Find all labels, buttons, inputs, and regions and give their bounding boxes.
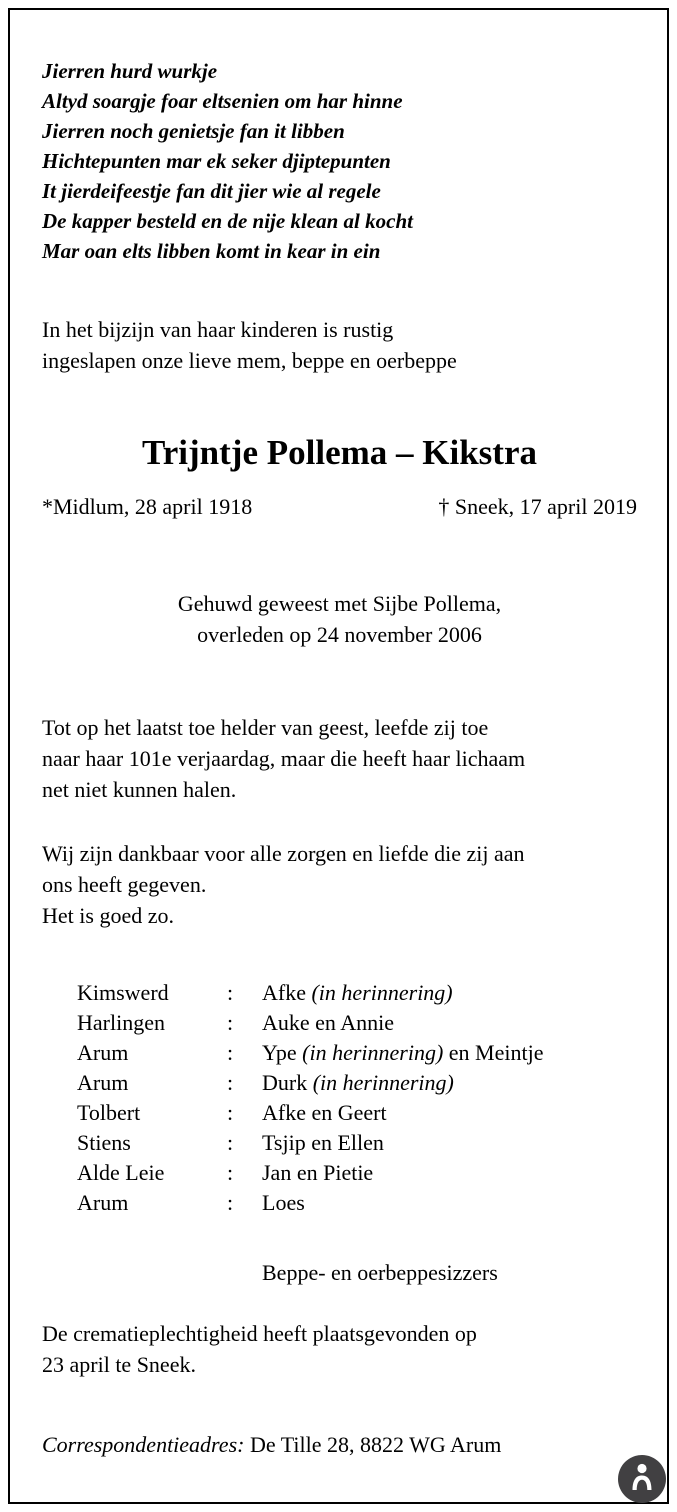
poem-line: It jierdeifeestje fan dit jier wie al regele — [42, 179, 381, 203]
family-names: Auke en Annie — [262, 1010, 394, 1035]
poem-line: Hichtepunten mar ek seker djiptepunten — [42, 149, 391, 173]
family-row — [42, 1068, 637, 1098]
family-row — [42, 1098, 637, 1128]
family-colon: : — [227, 1040, 234, 1065]
family-place: Arum — [77, 1190, 129, 1215]
correspondence-value: De Tille 28, 8822 WG Arum — [249, 1432, 502, 1457]
family-row — [42, 1188, 637, 1218]
poem-line: Mar oan elts libben komt in kear in ein — [42, 239, 381, 263]
cremation-line: De crematieplechtigheid heeft plaatsgevonden op — [42, 1321, 477, 1346]
family-names: Loes — [262, 1190, 305, 1215]
family-place: Arum — [77, 1040, 129, 1065]
family-row — [42, 1008, 637, 1038]
family-place: Harlingen — [77, 1010, 165, 1035]
family-place: Stiens — [77, 1130, 131, 1155]
family-place: Tolbert — [77, 1100, 141, 1125]
family-list — [42, 978, 637, 1218]
family-colon: : — [227, 1130, 234, 1155]
family-row — [42, 978, 637, 1008]
paragraph-thanks — [42, 838, 637, 931]
mensenlinq-logo-icon — [617, 1454, 667, 1504]
marriage-text — [42, 588, 637, 650]
family-row — [42, 1038, 637, 1068]
paragraph-line: net niet kunnen halen. — [42, 777, 237, 802]
paragraph-line: ons heeft gegeven. — [42, 872, 207, 897]
deceased-name: Trijntje Pollema – Kikstra — [142, 433, 537, 472]
family-names: Ype (in herinnering) en Meintje — [262, 1040, 544, 1065]
family-row — [42, 1128, 637, 1158]
dates-row — [42, 492, 637, 522]
poem-line: De kapper besteld en de nije klean al kocht — [42, 209, 413, 233]
correspondence-label: Correspondentieadres: — [42, 1432, 245, 1457]
grandchildren-note: Beppe- en oerbeppesizzers — [262, 1260, 498, 1285]
paragraph-line: naar haar 101e verjaardag, maar die heeft haar lichaam — [42, 746, 526, 771]
family-colon: : — [227, 1100, 234, 1125]
paragraph-line: Tot op het laatst toe helder van geest, leefde zij toe — [42, 715, 489, 740]
intro-line: In het bijzijn van haar kinderen is rustig — [42, 317, 394, 342]
intro-line: ingeslapen onze lieve mem, beppe en oerbeppe — [42, 348, 457, 373]
family-names: Afke en Geert — [262, 1100, 387, 1125]
cremation-line: 23 april te Sneek. — [42, 1352, 196, 1377]
family-names: Durk (in herinnering) — [262, 1070, 454, 1095]
intro-text — [42, 314, 637, 376]
family-names: Jan en Pietie — [262, 1160, 374, 1185]
family-place: Alde Leie — [77, 1160, 165, 1185]
family-place: Kimswerd — [77, 980, 169, 1005]
poem-line: Jierren hurd wurkje — [42, 59, 218, 83]
poem-line: Altyd soargje foar eltsenien om har hinne — [42, 89, 403, 113]
family-names: Tsjip en Ellen — [262, 1130, 384, 1155]
family-row — [42, 1158, 637, 1188]
family-names: Afke (in herinnering) — [262, 980, 453, 1005]
poem-line: Jierren noch genietsje fan it libben — [42, 119, 345, 143]
birth-date: *Midlum, 28 april 1918 — [42, 494, 253, 519]
family-place: Arum — [77, 1070, 129, 1095]
family-colon: : — [227, 1190, 234, 1215]
border-frame — [8, 8, 669, 1504]
cremation-text — [42, 1318, 637, 1380]
family-colon: : — [227, 1160, 234, 1185]
poem — [42, 56, 637, 266]
family-colon: : — [227, 1070, 234, 1095]
correspondence-address — [42, 1430, 637, 1460]
family-colon: : — [227, 980, 234, 1005]
paragraph-line: Het is goed zo. — [42, 903, 174, 928]
death-date: † Sneek, 17 april 2019 — [438, 494, 637, 519]
family-colon: : — [227, 1010, 234, 1035]
paragraph-health — [42, 712, 637, 805]
marriage-line: overleden op 24 november 2006 — [197, 622, 482, 647]
paragraph-line: Wij zijn dankbaar voor alle zorgen en liefde die zij aan — [42, 841, 525, 866]
marriage-line: Gehuwd geweest met Sijbe Pollema, — [177, 591, 502, 616]
